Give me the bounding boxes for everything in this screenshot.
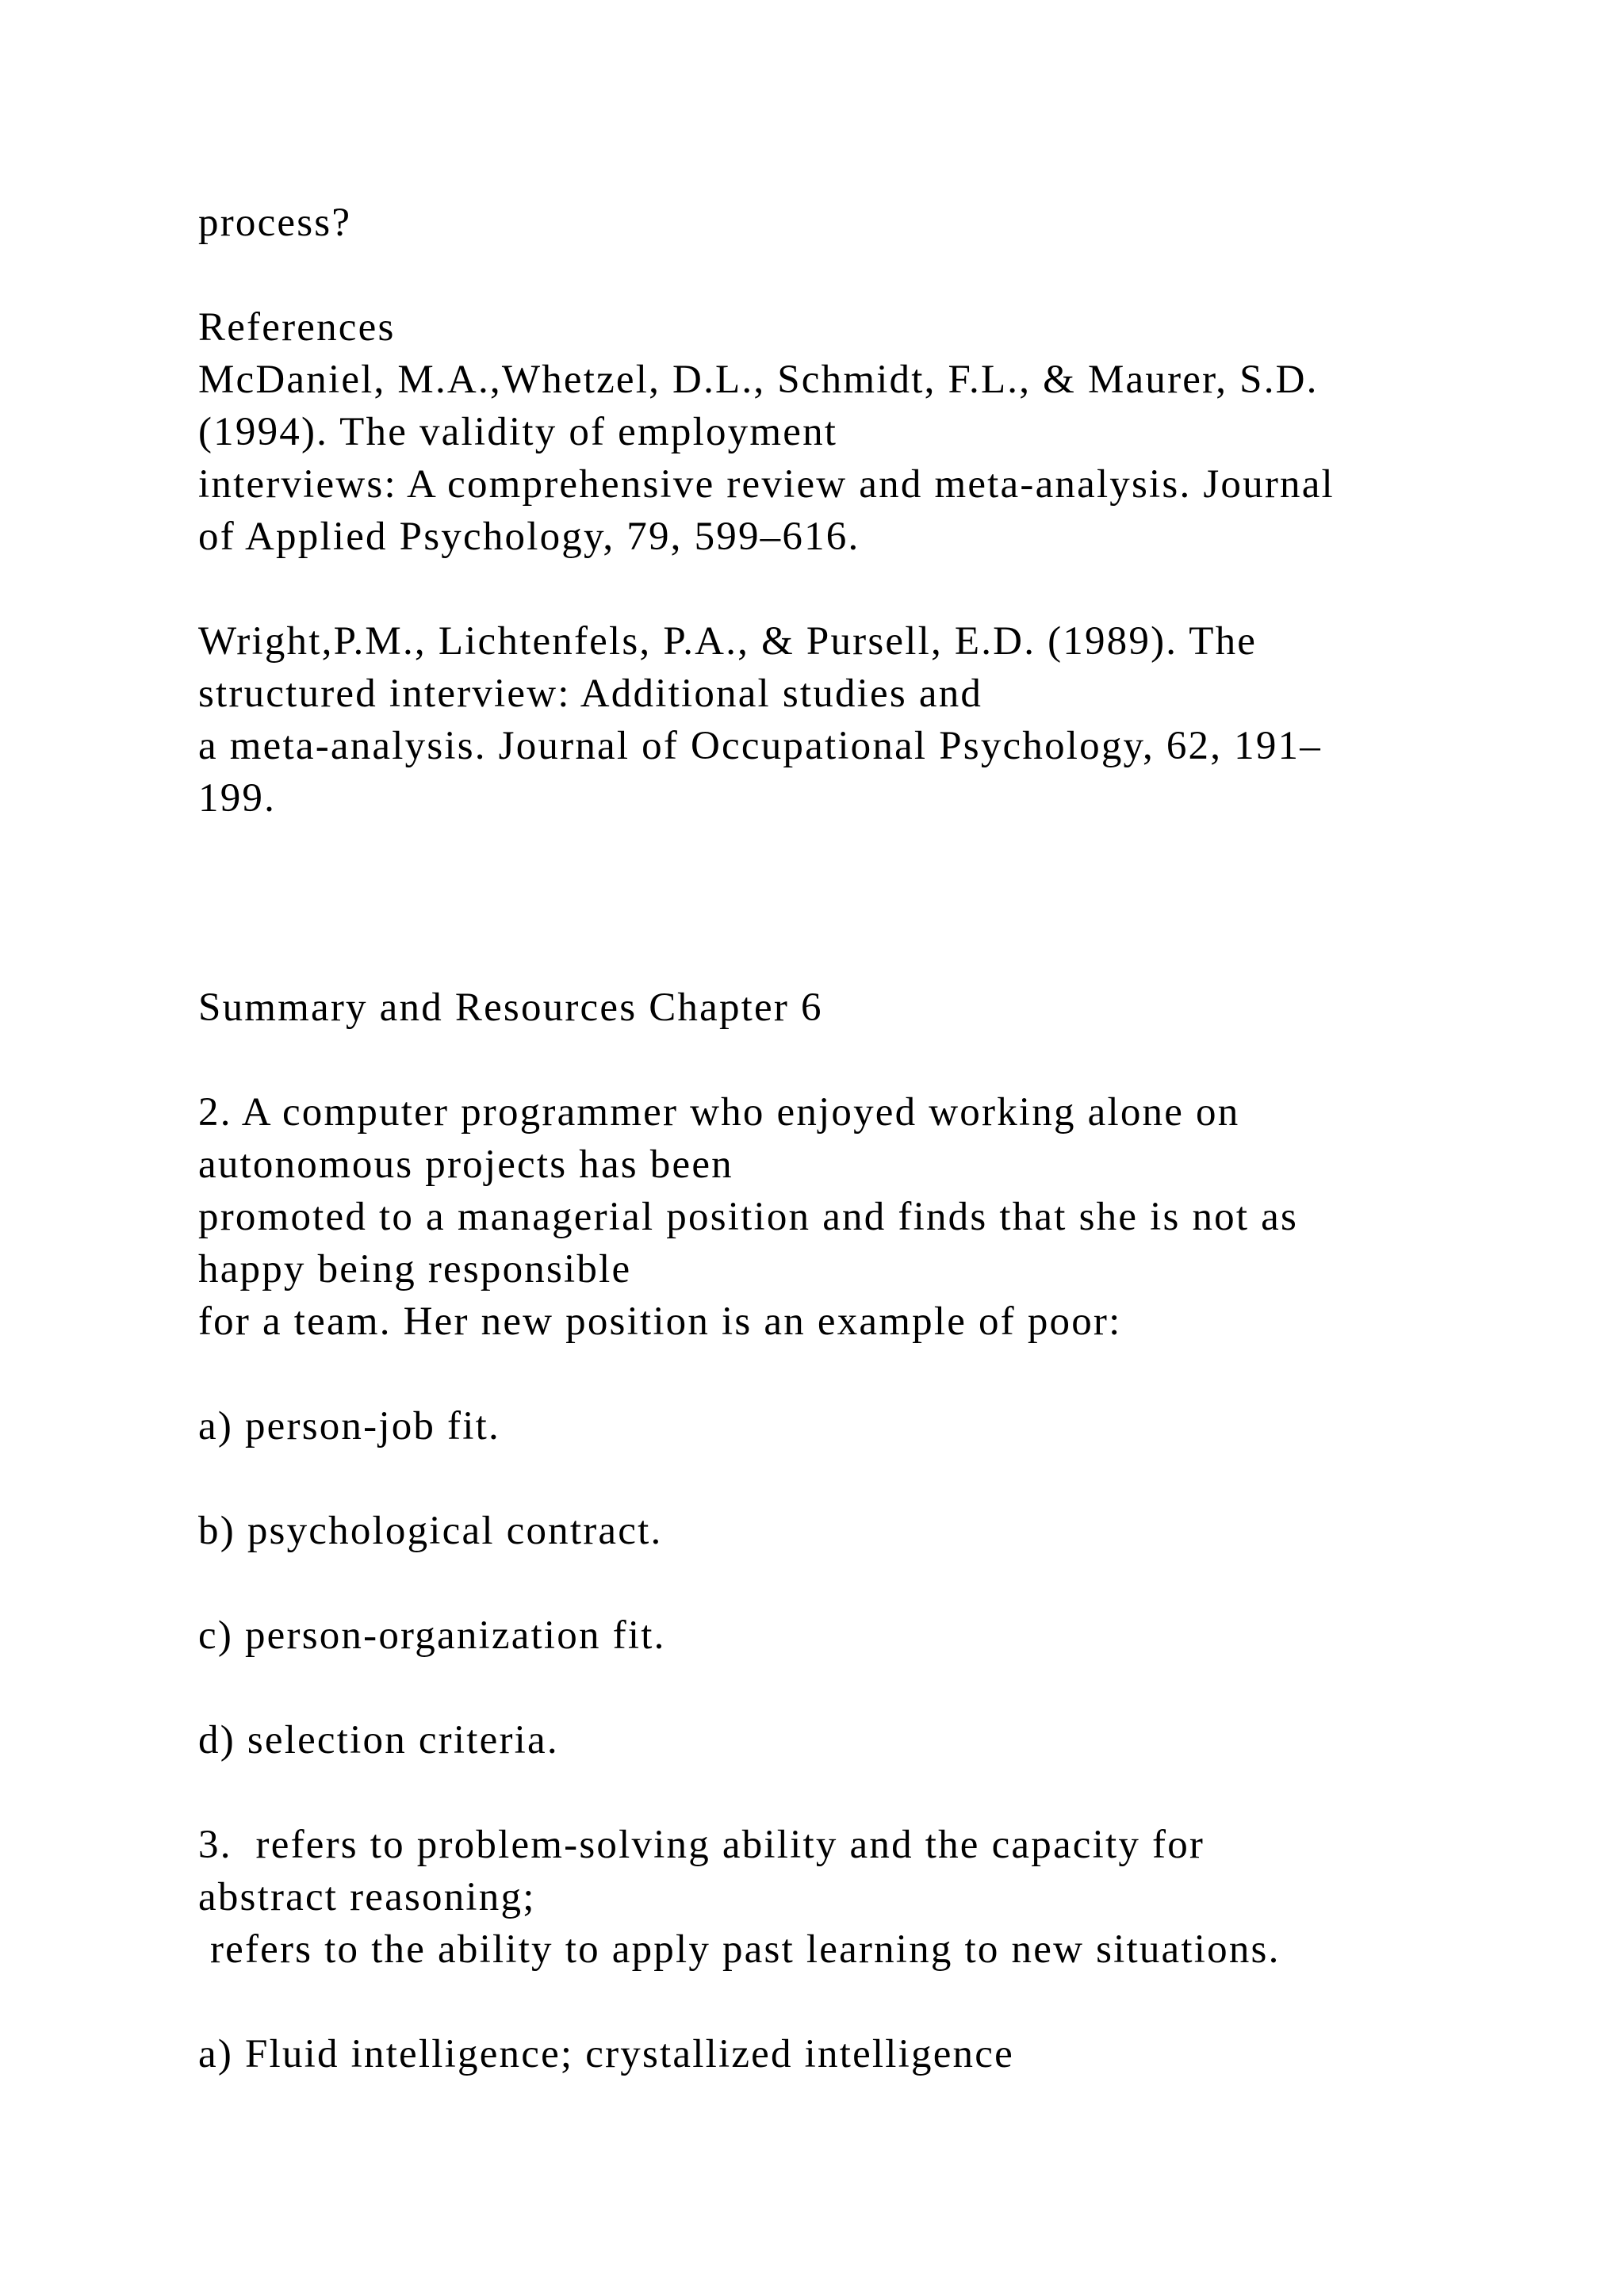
question-2-option-a: a) person-job fit. bbox=[198, 1404, 500, 1448]
reference-2-line-3: a meta-analysis. Journal of Occupational Psychology, 62, 191– bbox=[198, 724, 1322, 768]
blank-line bbox=[198, 563, 1507, 615]
reference-1-line-1: McDaniel, M.A.,Whetzel, D.L., Schmidt, F.L., & Maurer, S.D. bbox=[198, 358, 1319, 402]
question-3-line-3: refers to the ability to apply past learning to new situations. bbox=[198, 1927, 1281, 1972]
blank-line bbox=[198, 1766, 1507, 1819]
question-2-line-5: for a team. Her new position is an example of poor: bbox=[198, 1299, 1122, 1344]
blank-line bbox=[198, 929, 1507, 982]
intro-text: process? bbox=[198, 201, 352, 245]
blank-line bbox=[198, 1557, 1507, 1609]
blank-line bbox=[198, 1452, 1507, 1505]
question-3-option-a: a) Fluid intelligence; crystallized intelligence bbox=[198, 2032, 1014, 2076]
blank-line bbox=[198, 1034, 1507, 1086]
question-2-line-3: promoted to a managerial position and finds that she is not as bbox=[198, 1195, 1299, 1239]
reference-2-line-2: structured interview: Additional studies and bbox=[198, 672, 983, 716]
blank-line bbox=[198, 877, 1507, 929]
references-heading: References bbox=[198, 305, 396, 350]
question-3-line-2: abstract reasoning; bbox=[198, 1875, 536, 1919]
blank-line bbox=[198, 825, 1507, 877]
question-2-line-2: autonomous projects has been bbox=[198, 1142, 733, 1187]
blank-line bbox=[198, 1976, 1507, 2028]
reference-1-line-2: (1994). The validity of employment bbox=[198, 410, 838, 454]
reference-2-line-1: Wright,P.M., Lichtenfels, P.A., & Pursell, E.D. (1989). The bbox=[198, 619, 1258, 664]
reference-1-line-4: of Applied Psychology, 79, 599–616. bbox=[198, 515, 860, 559]
summary-heading: Summary and Resources Chapter 6 bbox=[198, 985, 823, 1030]
question-3-line-1: 3. refers to problem-solving ability and the capacity for bbox=[198, 1823, 1205, 1867]
question-2-option-c: c) person-organization fit. bbox=[198, 1613, 666, 1658]
question-2-line-4: happy being responsible bbox=[198, 1247, 632, 1292]
reference-2-line-4: 199. bbox=[198, 776, 277, 821]
reference-1-line-3: interviews: A comprehensive review and meta-analysis. Journal bbox=[198, 462, 1335, 507]
document-text bbox=[198, 197, 1507, 2080]
question-2-line-1: 2. A computer programmer who enjoyed working alone on bbox=[198, 1090, 1240, 1135]
question-2-option-d: d) selection criteria. bbox=[198, 1718, 559, 1762]
blank-line bbox=[198, 1348, 1507, 1400]
question-2-option-b: b) psychological contract. bbox=[198, 1509, 663, 1553]
blank-line bbox=[198, 1662, 1507, 1714]
blank-line bbox=[198, 249, 1507, 301]
